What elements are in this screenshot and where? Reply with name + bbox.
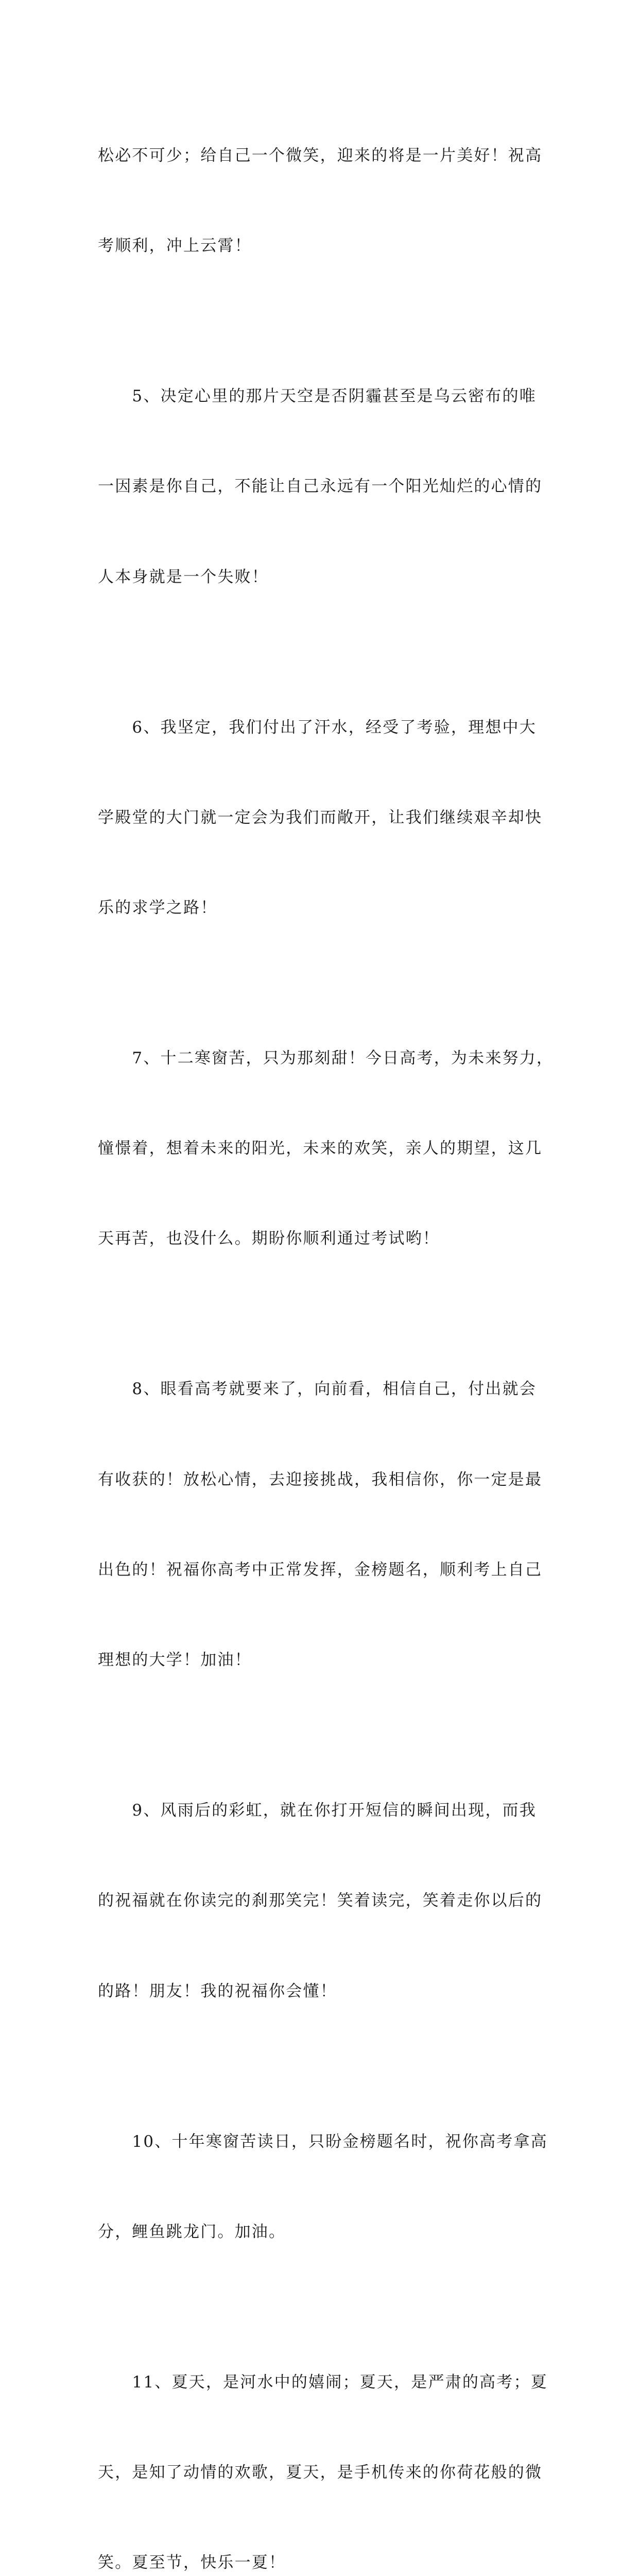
- text-line: 天，是知了动情的欢歌，夏天，是手机传来的你荷花般的微: [98, 2463, 543, 2482]
- text-line: 天再苦，也没什么。期盼你顺利通过考试哟！: [98, 1229, 440, 1248]
- paragraph-continuation: [98, 80, 551, 321]
- paragraph-item-7: [98, 983, 554, 1314]
- text-line: 11、夏天，是河水中的嬉闹；夏天，是严肃的高考；夏: [98, 2372, 548, 2392]
- text-line: 分，鲤鱼跳龙门。加油。: [98, 2222, 286, 2241]
- text-line: 理想的大学！加油！: [98, 1651, 252, 1670]
- text-line: 10、十年寒窗苦读日，只盼金榜题名时，祝你高考拿高: [98, 2132, 548, 2151]
- text-line: 6、我坚定，我们付出了汗水，经受了考验，理想中大: [98, 718, 537, 737]
- text-line: 8、眼看高考就要来了，向前看，相信自己，付出就会: [98, 1380, 537, 1399]
- paragraph-item-6: [98, 652, 551, 983]
- text-line: 学殿堂的大门就一定会为我们而敞开，让我们继续艰辛却快: [98, 808, 543, 827]
- text-line: 一因素是你自己，不能让自己永远有一个阳光灿烂的心情的: [98, 477, 543, 496]
- text-line: 人本身就是一个失败！: [98, 567, 269, 586]
- paragraph-item-5: [98, 321, 551, 652]
- text-line: 5、决定心里的那片天空是否阴霾甚至是乌云密布的唯: [98, 387, 537, 406]
- text-line: 乐的求学之路！: [98, 898, 218, 917]
- text-line: 的路！朋友！我的祝福你会懂！: [98, 1981, 337, 2001]
- text-line: 有收获的！放松心情，去迎接挑战，我相信你，你一定是最: [98, 1470, 543, 1489]
- paragraph-item-10: [98, 2066, 551, 2307]
- text-line: 松必不可少；给自己一个微笑，迎来的将是一片美好！祝高: [98, 146, 543, 165]
- text-line: 7、十二寒窗苦，只为那刻甜！今日高考，为未来努力，: [98, 1049, 554, 1067]
- text-line: 笑。夏至节，快乐一夏！: [98, 2553, 286, 2572]
- text-line: 考顺利，冲上云霄！: [98, 236, 252, 256]
- paragraph-item-9: [98, 1735, 551, 2066]
- document-body: [98, 80, 554, 2576]
- text-line: 9、风雨后的彩虹，就在你打开短信的瞬间出现，而我: [98, 1801, 537, 1820]
- paragraph-item-11: [98, 2307, 551, 2576]
- paragraph-item-8: [98, 1314, 551, 1736]
- text-line: 出色的！祝福你高考中正常发挥，金榜题名，顺利考上自己: [98, 1560, 543, 1579]
- text-line: 的祝福就在你读完的刹那笑完！笑着读完，笑着走你以后的: [98, 1891, 543, 1910]
- text-line: 憧憬着，想着未来的阳光，未来的欢笑，亲人的期望，这几: [98, 1139, 543, 1158]
